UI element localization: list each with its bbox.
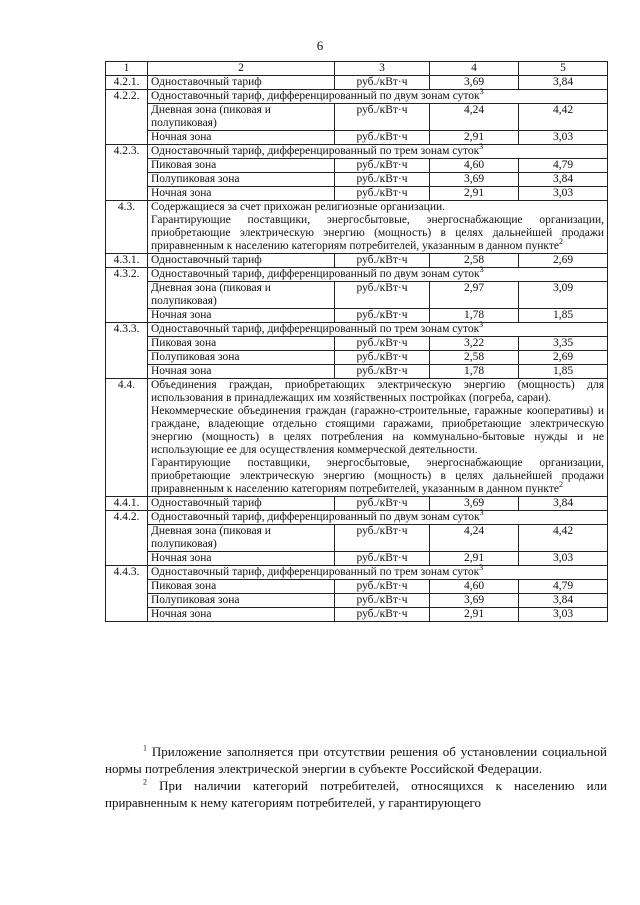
- value-cell: 4,79: [519, 580, 608, 594]
- value-cell: 2,91: [430, 131, 519, 145]
- value-cell: 3,84: [519, 76, 608, 90]
- table-row: [106, 351, 608, 365]
- unit-cell: руб./кВт·ч: [335, 337, 430, 351]
- table-row: [106, 525, 608, 552]
- unit-cell: руб./кВт·ч: [335, 594, 430, 608]
- header-row: [106, 62, 608, 76]
- row-name: Пиковая зона: [148, 337, 335, 351]
- value-cell: 3,84: [519, 497, 608, 511]
- value-cell: 4,79: [519, 159, 608, 173]
- footnote-2: $^2$ При наличии категорий потребителей, относящихся к населению или приравненным к нему категориям потребителей, у гарантирующего: [105, 777, 607, 810]
- table-row: [106, 580, 608, 594]
- header-cell: 4: [430, 62, 519, 76]
- table-row: [106, 552, 608, 566]
- value-cell: 3,09: [519, 282, 608, 309]
- value-cell: 4,42: [519, 525, 608, 552]
- row-name: Ночная зона: [148, 552, 335, 566]
- table-row: [106, 90, 608, 104]
- unit-cell: руб./кВт·ч: [335, 580, 430, 594]
- row-name: Ночная зона: [148, 187, 335, 201]
- value-cell: 3,84: [519, 594, 608, 608]
- table-row: [106, 254, 608, 268]
- value-cell: 3,03: [519, 608, 608, 622]
- table-row: [106, 309, 608, 323]
- value-cell: 3,69: [430, 594, 519, 608]
- table-row: [106, 131, 608, 145]
- value-cell: 3,69: [430, 76, 519, 90]
- unit-cell: руб./кВт·ч: [335, 525, 430, 552]
- value-cell: 3,35: [519, 337, 608, 351]
- value-cell: 1,78: [430, 365, 519, 379]
- header-cell: 3: [335, 62, 430, 76]
- row-number: 4.3.: [106, 201, 148, 254]
- table-row: [106, 76, 608, 90]
- row-name: Пиковая зона: [148, 159, 335, 173]
- section-heading: Одноставочный тариф, дифференцированный по трем зонам суток$^3$: [148, 566, 608, 580]
- row-number: 4.3.3.: [106, 323, 148, 379]
- row-number: 4.3.1.: [106, 254, 148, 268]
- row-name: Одноставочный тариф: [148, 76, 335, 90]
- value-cell: 4,24: [430, 525, 519, 552]
- table-row: [106, 594, 608, 608]
- table-row: [106, 608, 608, 622]
- row-name: Пиковая зона: [148, 580, 335, 594]
- row-name: Одноставочный тариф: [148, 254, 335, 268]
- table-row: [106, 566, 608, 580]
- table-row: [106, 323, 608, 337]
- value-cell: 4,60: [430, 580, 519, 594]
- value-cell: 3,03: [519, 187, 608, 201]
- table-row: [106, 104, 608, 131]
- tariff-table: [105, 61, 608, 622]
- unit-cell: руб./кВт·ч: [335, 608, 430, 622]
- header-cell: 1: [106, 62, 148, 76]
- table-row: [106, 282, 608, 309]
- row-number: 4.2.2.: [106, 90, 148, 145]
- section-heading: Одноставочный тариф, дифференцированный по двум зонам суток$^3$: [148, 511, 608, 525]
- value-cell: 2,58: [430, 254, 519, 268]
- row-name: Одноставочный тариф: [148, 497, 335, 511]
- page-number: 6: [316, 38, 324, 53]
- row-name: Ночная зона: [148, 131, 335, 145]
- category-description: Содержащиеся за счет прихожан религиозные организации. Гарантирующие поставщики, энергосбытовые, энергоснабжающие организации, приобретающие электрическую энергию (мощность) в целях дальнейшей продажи приравненным к населению категориям потребителей, указанным в данном пункте$^2$: [148, 201, 608, 254]
- value-cell: 1,85: [519, 309, 608, 323]
- unit-cell: руб./кВт·ч: [335, 104, 430, 131]
- value-cell: 1,78: [430, 309, 519, 323]
- row-number: 4.2.3.: [106, 145, 148, 201]
- value-cell: 3,22: [430, 337, 519, 351]
- table-row: [106, 201, 608, 254]
- row-number: 4.2.1.: [106, 76, 148, 90]
- unit-cell: руб./кВт·ч: [335, 173, 430, 187]
- table-row: [106, 145, 608, 159]
- value-cell: 2,91: [430, 187, 519, 201]
- unit-cell: руб./кВт·ч: [335, 131, 430, 145]
- row-number: 4.4.: [106, 379, 148, 497]
- category-description: Объединения граждан, приобретающих электрическую энергию (мощность) для использования в принадлежащих им хозяйственных постройках (погреба, сараи). Некоммерческие объединения граждан (гаражно-строительные, гаражные кооперативы) и граждане, владеющие отдельно стоящими гаражами, приобретающие электрическую энергию (мощность) в целях потребления на коммунально-бытовые нужды и не использующие ее для осуществления коммерческой деятельности. Гарантирующие поставщики, энергосбытовые, энергоснабжающие организации, приобретающие электрическую энергию (мощность) в целях дальнейшей продажи приравненным к населению категориям потребителей, указанным в данном пункте$^2$: [148, 379, 608, 497]
- value-cell: 3,03: [519, 131, 608, 145]
- section-heading: Одноставочный тариф, дифференцированный по трем зонам суток$^3$: [148, 145, 608, 159]
- table-row: [106, 173, 608, 187]
- value-cell: 4,24: [430, 104, 519, 131]
- value-cell: 2,69: [519, 254, 608, 268]
- row-name: Полупиковая зона: [148, 173, 335, 187]
- value-cell: 4,60: [430, 159, 519, 173]
- table-row: [106, 497, 608, 511]
- header-cell: 2: [148, 62, 335, 76]
- unit-cell: руб./кВт·ч: [335, 254, 430, 268]
- table-row: [106, 268, 608, 282]
- value-cell: 2,69: [519, 351, 608, 365]
- table-row: [106, 379, 608, 497]
- unit-cell: руб./кВт·ч: [335, 76, 430, 90]
- value-cell: 2,97: [430, 282, 519, 309]
- row-name: Полупиковая зона: [148, 594, 335, 608]
- footnotes: [105, 743, 607, 811]
- value-cell: 2,58: [430, 351, 519, 365]
- unit-cell: руб./кВт·ч: [335, 351, 430, 365]
- row-name: Ночная зона: [148, 365, 335, 379]
- unit-cell: руб./кВт·ч: [335, 365, 430, 379]
- table-row: [106, 187, 608, 201]
- unit-cell: руб./кВт·ч: [335, 497, 430, 511]
- row-name: Дневная зона (пиковая и полупиковая): [148, 282, 335, 309]
- value-cell: 3,03: [519, 552, 608, 566]
- unit-cell: руб./кВт·ч: [335, 282, 430, 309]
- value-cell: 4,42: [519, 104, 608, 131]
- row-number: 4.4.2.: [106, 511, 148, 566]
- value-cell: 2,91: [430, 552, 519, 566]
- header-cell: 5: [519, 62, 608, 76]
- value-cell: 3,69: [430, 497, 519, 511]
- row-name: Дневная зона (пиковая и полупиковая): [148, 525, 335, 552]
- value-cell: 1,85: [519, 365, 608, 379]
- unit-cell: руб./кВт·ч: [335, 187, 430, 201]
- row-name: Ночная зона: [148, 608, 335, 622]
- footnote-1: $^1$ Приложение заполняется при отсутствии решения об установлении социальной нормы потребления электрической энергии в субъекте Российской Федерации.: [105, 743, 607, 776]
- section-heading: Одноставочный тариф, дифференцированный по двум зонам суток$^3$: [148, 268, 608, 282]
- unit-cell: руб./кВт·ч: [335, 309, 430, 323]
- row-number: 4.3.2.: [106, 268, 148, 323]
- value-cell: 3,69: [430, 173, 519, 187]
- row-name: Дневная зона (пиковая и полупиковая): [148, 104, 335, 131]
- table-row: [106, 337, 608, 351]
- section-heading: Одноставочный тариф, дифференцированный по двум зонам суток$^3$: [148, 90, 608, 104]
- row-name: Полупиковая зона: [148, 351, 335, 365]
- row-number: 4.4.1.: [106, 497, 148, 511]
- value-cell: 2,91: [430, 608, 519, 622]
- row-number: 4.4.3.: [106, 566, 148, 622]
- table-row: [106, 511, 608, 525]
- unit-cell: руб./кВт·ч: [335, 552, 430, 566]
- row-name: Ночная зона: [148, 309, 335, 323]
- table-row: [106, 365, 608, 379]
- table-row: [106, 159, 608, 173]
- value-cell: 3,84: [519, 173, 608, 187]
- section-heading: Одноставочный тариф, дифференцированный по трем зонам суток$^3$: [148, 323, 608, 337]
- unit-cell: руб./кВт·ч: [335, 159, 430, 173]
